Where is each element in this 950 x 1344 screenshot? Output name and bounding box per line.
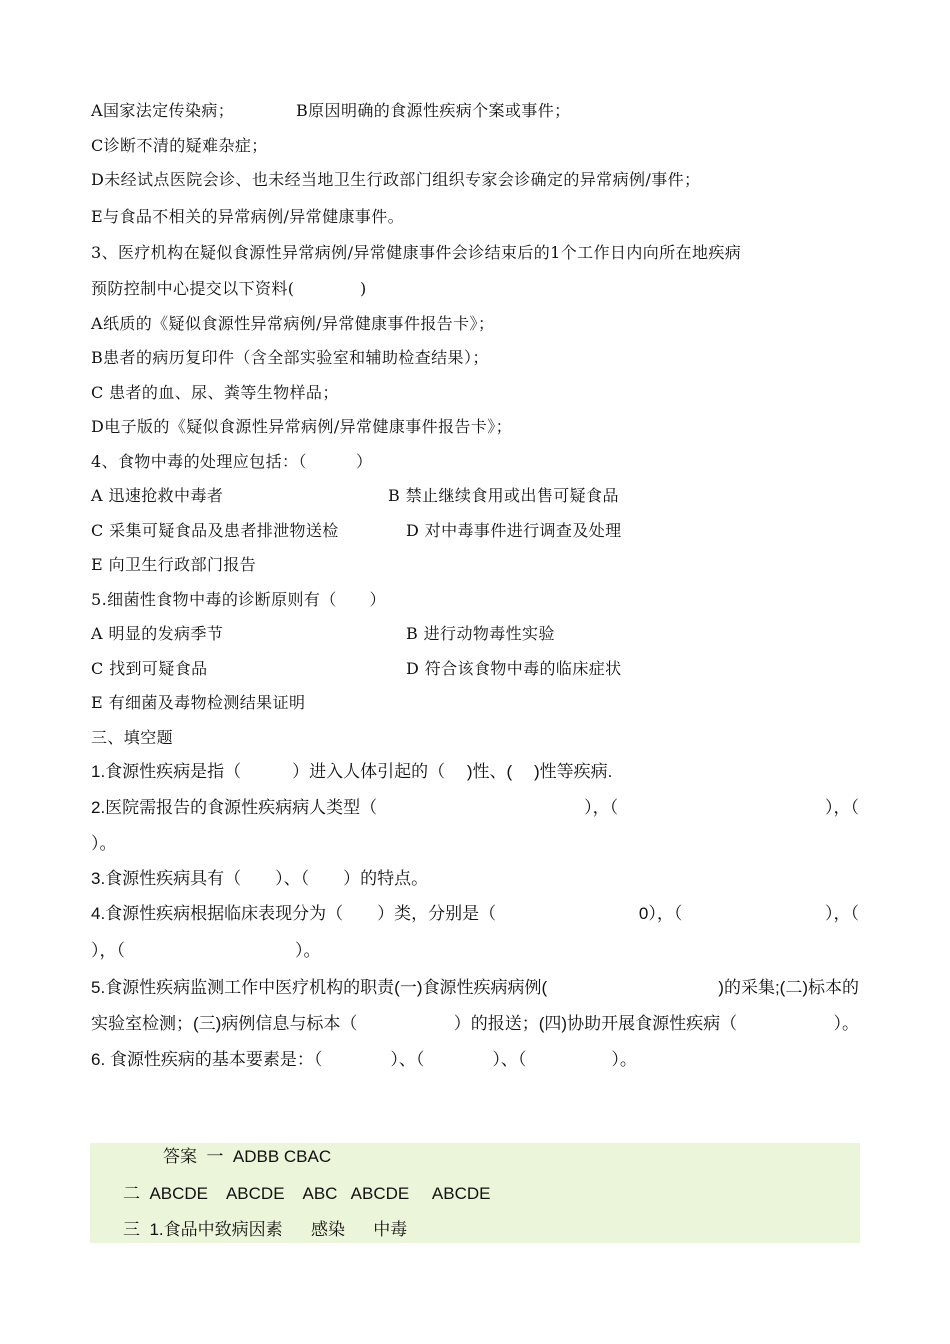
q3-option-d: D电子版的《疑似食源性异常病例/异常健康事件报告卡》； xyxy=(91,417,513,436)
q3-option-b: B患者的病历复印件（含全部实验室和辅助检查结果）； xyxy=(91,348,489,367)
fill-question-5-line1 xyxy=(91,978,859,998)
fill-question-5-line2 xyxy=(91,1014,859,1034)
q3-stem-line1: 3、医疗机构在疑似食源性异常病例/异常健康事件会诊结束后的1个工作日内向所在地疾病 xyxy=(91,243,742,262)
q4-option-d: D 对中毒事件进行调查及处理 xyxy=(406,521,622,540)
q2-option-e: E与食品不相关的异常病例/异常健康事件。 xyxy=(91,207,405,226)
q4-stem: 4、食物中毒的处理应包括：（ ） xyxy=(91,452,373,471)
fill-question-4-part2: 0），（ xyxy=(638,904,683,923)
answer-key-box xyxy=(90,1143,860,1243)
fill-question-1: 1.食源性疾病是指（ ）进入人体引起的（ )性、( )性等疾病. xyxy=(91,762,613,781)
answer-line-2: 二 ABCDE ABCDE ABC ABCDE ABCDE xyxy=(123,1184,491,1203)
q3-option-c: C 患者的血、尿、粪等生物样品； xyxy=(91,383,339,402)
q2-option-d: D未经试点医院会诊、也未经当地卫生行政部门组织专家会诊确定的异常病例/事件； xyxy=(91,170,701,189)
section3-heading: 三、填空题 xyxy=(91,728,174,747)
fill-question-5-line2-part2: ）的报送；(四)协助开展食源性疾病（ xyxy=(453,1014,738,1033)
fill-question-2-part2: ），（ xyxy=(584,798,619,817)
answer-line-1: 答案 一 ADBB CBAC xyxy=(163,1147,332,1166)
fill-question-2 xyxy=(91,798,859,818)
q4-option-b: B 禁止继续食用或出售可疑食品 xyxy=(388,486,619,505)
fill-question-5-line2-part1: 实验室检测；(三)病例信息与标本（ xyxy=(91,1014,358,1033)
q5-stem: 5.细菌性食物中毒的诊断原则有（ ） xyxy=(91,590,386,609)
fill-question-5-line1-part2: )的采集;(二)标本的 xyxy=(718,978,859,997)
q5-option-b: B 进行动物毒性实验 xyxy=(406,624,555,643)
q3-stem-line2: 预防控制中心提交以下资料( ) xyxy=(91,279,367,298)
q5-option-a: A 明显的发病季节 xyxy=(91,624,224,643)
q2-option-c: C诊断不清的疑难杂症； xyxy=(91,136,268,155)
fill-question-2-part1: 2.医院需报告的食源性疾病病人类型（ xyxy=(91,798,378,817)
fill-question-4 xyxy=(91,904,859,924)
q3-option-a: A纸质的《疑似食源性异常病例/异常健康事件报告卡》； xyxy=(91,314,495,333)
fill-question-5-line2-part3: ）。 xyxy=(833,1014,859,1033)
fill-question-2-part3: ），（ xyxy=(825,798,859,817)
answer-line-3: 三 1.食品中致病因素 感染 中毒 xyxy=(123,1220,408,1239)
fill-question-5-line1-part1: 5.食源性疾病监测工作中医疗机构的职责(一)食源性疾病病例( xyxy=(91,978,548,997)
fill-question-4-part3: ），（ xyxy=(825,904,859,923)
q5-option-d: D 符合该食物中毒的临床症状 xyxy=(406,659,622,678)
q4-option-e: E 向卫生行政部门报告 xyxy=(91,555,257,574)
q5-option-c: C 找到可疑食品 xyxy=(91,659,208,678)
fill-question-3: 3.食源性疾病具有（ ）、（ ）的特点。 xyxy=(91,869,429,888)
q4-option-c: C 采集可疑食品及患者排泄物送检 xyxy=(91,521,339,540)
fill-question-2-cont: ）。 xyxy=(91,834,117,853)
q5-option-e: E 有细菌及毒物检测结果证明 xyxy=(91,693,306,712)
fill-question-4-part1: 4.食源性疾病根据临床表现分为（ ）类，分别是（ xyxy=(91,904,497,923)
q2-option-b: B原因明确的食源性疾病个案或事件； xyxy=(296,101,571,120)
fill-question-6: 6. 食源性疾病的基本要素是：（ ）、（ ）、（ ）。 xyxy=(91,1050,637,1069)
fill-question-4-cont: ），（ ）。 xyxy=(91,941,321,960)
q2-option-a: A国家法定传染病； xyxy=(91,101,235,120)
q4-option-a: A 迅速抢救中毒者 xyxy=(91,486,224,505)
